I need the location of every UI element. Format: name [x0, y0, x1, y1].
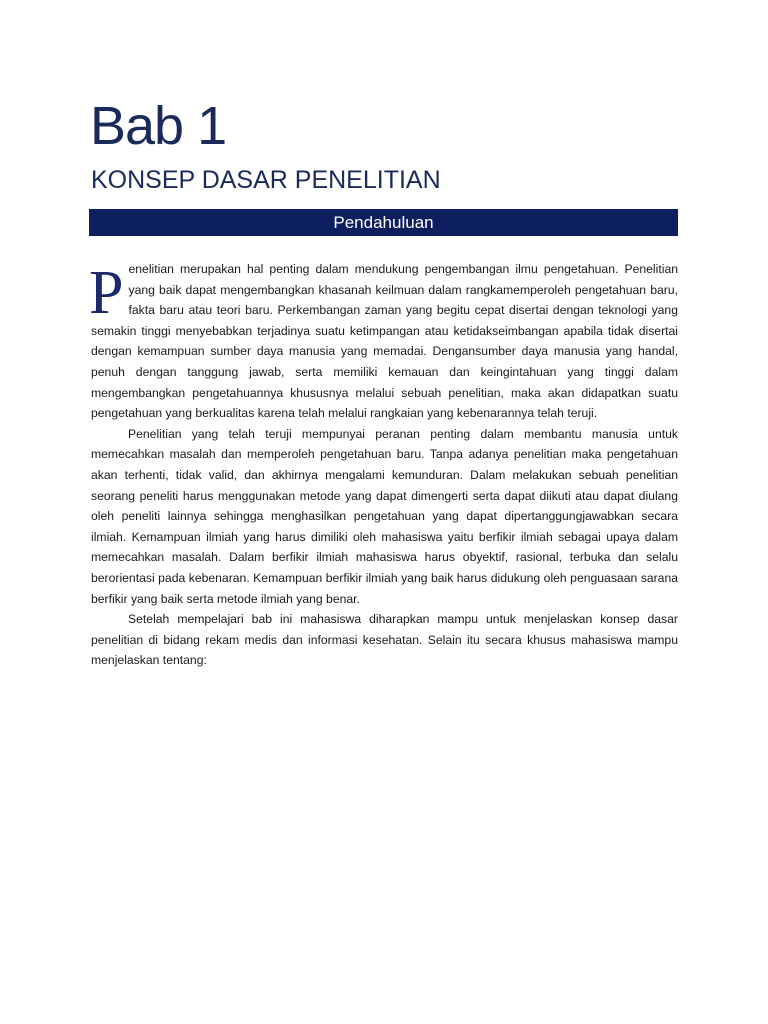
chapter-subtitle: KONSEP DASAR PENELITIAN [91, 166, 441, 194]
section-heading: Pendahuluan [333, 213, 434, 232]
section-heading-bar [89, 209, 678, 236]
body-text [91, 259, 678, 671]
paragraph-2: Penelitian yang telah teruji mempunyai peranan penting dalam membantu manusia untuk memecahkan masalah dan memperoleh pengetahuan baru. Tanpa adanya penelitian maka pengetahuan akan terhenti, tidak valid, dan akhirnya mengalami kemunduran. Dalam melakukan sebuah penelitian seorang peneliti harus menggunakan metode yang dapat dimengerti serta dapat diikuti atau dapat diulang oleh peneliti lainnya sehingga menghasilkan pengetahuan yang dapat dipertanggungjawabkan secara ilmiah. Kemampuan ilmiah yang harus dimiliki oleh mahasiswa yaitu berfikir ilmiah sebagai upaya dalam memecahkan masalah. Dalam berfikir ilmiah mahasiswa harus obyektif, rasional, terbuka dan selalu berorientasi pada kebenaran. Kemampuan berfikir ilmiah yang baik harus didukung oleh penguasaan sarana berfikir yang baik serta metode ilmiah yang benar. [91, 426, 678, 606]
paragraph-1 [91, 259, 678, 424]
chapter-title: Bab 1 [90, 96, 227, 156]
paragraph-1-text: enelitian merupakan hal penting dalam mendukung pengembangan ilmu pengetahuan. Penelitian yang baik dapat mengembangkan khasanah keilmuan dalam rangkamemperoleh pengetahuan baru, fakta baru atau teori baru. Perkembangan zaman yang begitu cepat disertai dengan teknologi yang semakin tinggi menyebabkan terjadinya suatu ketimpangan atau ketidakseimbangan apabila tidak disertai dengan kemampuan sumber daya manusia yang memadai. Dengansumber daya manusia yang handal, penuh dengan tanggung jawab, serta memiliki kemauan dan keingintahuan yang tinggi dalam mengembangkan pengetahuannya khususnya melalui sebuah penelitian, maka akan didapatkan suatu pengetahuan yang berkualitas karena telah melalui rangkaian yang kebenarannya telah teruji. [91, 262, 678, 421]
paragraph-3: Setelah mempelajari bab ini mahasiswa diharapkan mampu untuk menjelaskan konsep dasar penelitian di bidang rekam medis dan informasi kesehatan. Selain itu secara khusus mahasiswa mampu menjelaskan tentang: [91, 612, 678, 668]
drop-cap: P [89, 259, 124, 327]
